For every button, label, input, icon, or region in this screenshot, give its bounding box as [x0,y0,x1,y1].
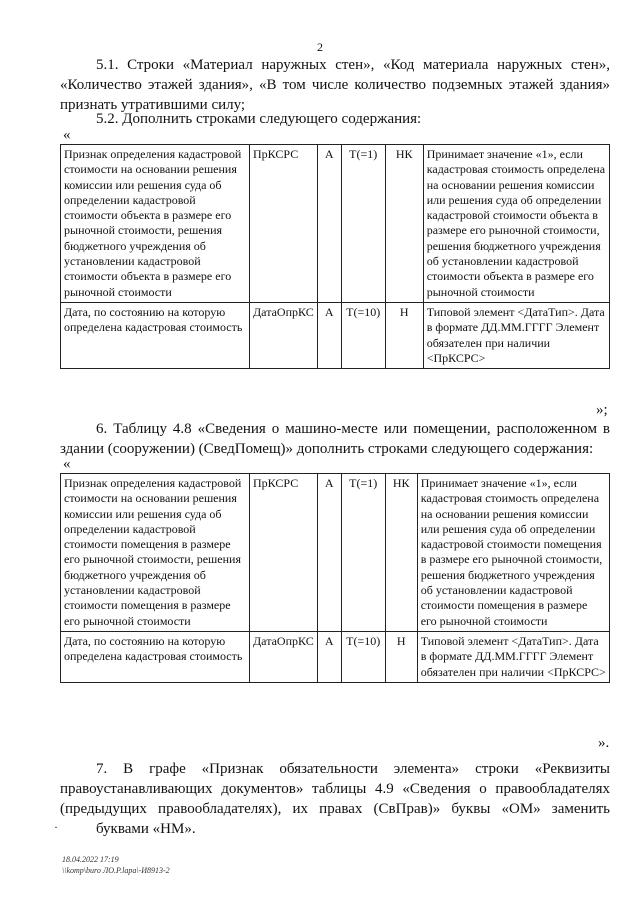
cell-format: Т(=10) [341,631,385,682]
paragraph-7 [60,759,610,839]
cell-code: ДатаОпрКС [250,302,318,368]
cell-type: А [317,474,341,632]
cell-code: ДатаОпрКС [250,631,318,682]
cell-format: Т(=10) [341,302,385,368]
cell-type: А [317,302,341,368]
cell-name: Дата, по состоянию на которую определена кадастровая стоимость [61,631,250,682]
paragraph-5-2: 5.2. Дополнить строками следующего содержания: [96,111,422,127]
table-row [61,631,610,682]
cell-required: Н [385,302,423,368]
table-row [61,302,610,368]
opening-quote-2: « [63,456,71,472]
cell-name: Признак определения кадастровой стоимости на основании решения комиссии или решения суда об определении кадастровой стоимости помещения в размере его рыночной стоимости, решения бюджетного учреждения об установлении кадастровой стоимости помещения в размере его рыночной стоимости [61,474,250,632]
cell-code: ПрКСРС [250,474,318,632]
cell-code: ПрКСРС [250,145,318,303]
cell-format: Т(=1) [341,145,385,303]
table-section-5 [60,144,610,369]
cell-type: А [317,145,341,303]
opening-quote: « [63,127,71,143]
footer-timestamp: 18.04.2022 17:19 [62,855,119,864]
paragraph-6: 6. Таблицу 4.8 «Сведения о машино-месте или помещении, расположенном в здании (сооружении) (СведПомещ)» дополнить строками следующего содержания: [60,421,610,457]
cell-format: Т(=1) [341,474,385,632]
table-4-8-additions [60,473,610,683]
table-row [61,474,610,632]
cell-info: Типовой элемент <ДатаТип>. Дата в формате ДД.ММ.ГГГГ Элемент обязателен при наличии <ПрКСРС> [423,302,609,368]
paragraph-7-end: буквами «НМ». [96,821,196,837]
cell-name: Дата, по состоянию на которую определена кадастровая стоимость [61,302,250,368]
page-number: 2 [317,40,323,54]
closing-quote-1: »; [596,402,608,418]
cell-info: Принимает значение «1», если кадастровая стоимость определена на основании решения комиссии или решения суда об определении кадастровой стоимости объекта в размере его рыночной стоимости, решения бюджетного учреждения об установлении кадастровой стоимости объекта в размере его рыночной стоимости [423,145,609,303]
cell-info: Типовой элемент <ДатаТип>. Дата в формате ДД.ММ.ГГГГ Элемент обязателен при наличии <ПрКСРС> [417,631,609,682]
footer-file-path: \\komp\buro ЛО.Р.lapa\-И8913-2 [62,866,170,875]
closing-quote-2: ». [598,735,610,751]
paragraph-7-body: 7. В графе «Признак обязательности элемента» строки «Реквизиты правоустанавливающих документов» таблицы 4.9 «Сведения о правообладателях (предыдущих правообладателях), их правах (СвПрав)» буквы «ОМ» заменить [60,761,610,817]
margin-mark: · [54,820,58,834]
cell-required: НК [385,474,417,632]
cell-type: А [317,631,341,682]
cell-info: Принимает значение «1», если кадастровая стоимость определена на основании решения комиссии или решения суда об определении кадастровой стоимости помещения в размере его рыночной стоимости, решения бюджетного учреждения об установлении кадастровой стоимости помещения в размере его рыночной стоимости [417,474,609,632]
paragraph-5-1: 5.1. Строки «Материал наружных стен», «Код материала наружных стен», «Количество этажей здания», «В том числе количество подземных этажей здания» признать утратившими силу; [60,57,610,113]
cell-required: НК [385,145,423,303]
cell-name: Признак определения кадастровой стоимости на основании решения комиссии или решения суда об определении кадастровой стоимости объекта в размере его рыночной стоимости, решения бюджетного учреждения об установлении кадастровой стоимости объекта в размере его рыночной стоимости [61,145,250,303]
table-row [61,145,610,303]
cell-required: Н [385,631,417,682]
